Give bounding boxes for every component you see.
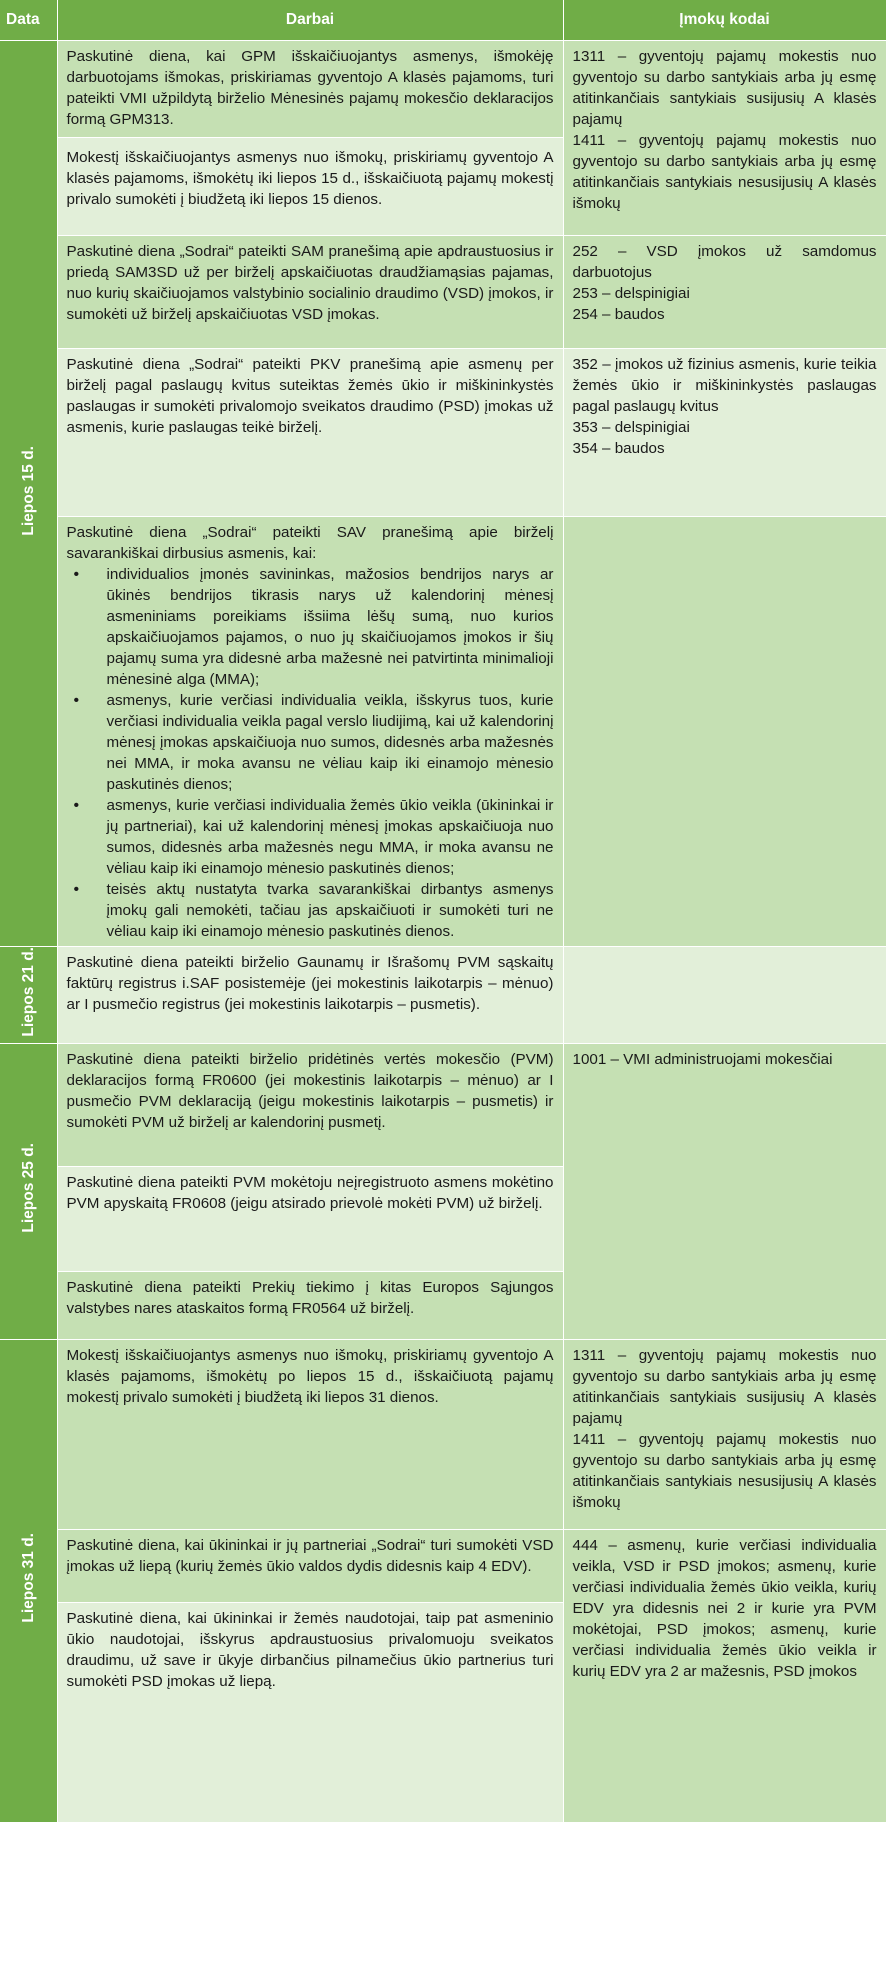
date-label: Liepos 21 d. <box>19 947 37 1037</box>
list-item: • asmenys, kurie verčiasi individualia žemės ūkio veikla (ūkininkai ir jų partneriai), kai už kalendorinį mėnesį įmokas apskaičiuoja nuo sumos, didesnės arba mažesnės negu MMA, ir moka avansu ne vėliau kaip iki einamojo mėnesio paskutinės dienos; <box>107 795 554 879</box>
date-label: Liepos 25 d. <box>19 1143 37 1233</box>
header-date: Data <box>0 0 57 41</box>
work-intro: Paskutinė diena „Sodrai“ pateikti SAV pranešimą apie birželį savarankiškai dirbusius asmenis, kai: <box>66 524 554 562</box>
header-work: Darbai <box>57 0 563 41</box>
codes-cell-empty <box>563 947 886 1044</box>
table-row <box>0 517 886 947</box>
work-cell: Paskutinė diena pateikti birželio Gaunamų ir Išrašomų PVM sąskaitų faktūrų registrus i.SAF posistemėje (jei mokestinis laikotarpis – mėnuo) ar I pusmečio registrus (jei mokestinis laikotarpis – pusmetis). <box>57 947 563 1044</box>
work-cell: Paskutinė diena „Sodrai“ pateikti SAM pranešimą apie apdraustuosius ir priedą SAM3SD už per birželį apskaičiuotas draudžiamąsias pajamas, nuo kurių skaičiuojamos valstybinio socialinio draudimo (VSD) įmokos, ir sumokėti už birželį apskaičiuotas VSD įmokas. <box>57 236 563 349</box>
date-cell <box>0 1339 57 1822</box>
work-cell: Mokestį išskaičiuojantys asmenys nuo išmokų, priskiriamų gyventojo A klasės pajamoms, išmokėtų po liepos 15 d., išskaičiuotą pajamų mokestį privalo sumokėti į biudžetą iki liepos 31 dienos. <box>57 1339 563 1529</box>
codes-cell: 352 – įmokos už fizinius asmenis, kurie teikia žemės ūkio ir miškininkystės paslaugas pagal paslaugų kvitus 353 – delspinigiai 354 – baudos <box>563 349 886 517</box>
table-row <box>0 1339 886 1529</box>
table-row <box>0 1043 886 1166</box>
work-cell: Paskutinė diena pateikti birželio pridėtinės vertės mokesčio (PVM) deklaracijos formą FR0600 (jei mokestinis laikotarpis – mėnuo) ar I pusmečio PVM deklaraciją (jeigu mokestinis laikotarpis – pusmetis) ir sumokėti PVM už birželį ar kalendorinį pusmetį. <box>57 1043 563 1166</box>
table-row <box>0 1529 886 1602</box>
work-cell: Paskutinė diena pateikti Prekių tiekimo į kitas Europos Sąjungos valstybes nares ataskaitos formą FR0564 už birželį. <box>57 1271 563 1339</box>
work-cell: Paskutinė diena pateikti PVM mokėtoju neįregistruoto asmens mokėtino PVM apyskaitą FR0608 (jeigu atsirado prievolė mokėti PVM) už birželį. <box>57 1166 563 1271</box>
date-label: Liepos 15 d. <box>19 445 37 536</box>
list-item: • teisės aktų nustatyta tvarka savarankiškai dirbantys asmenys įmokų gali nemokėti, tačiau jas apskaičiuoti ir sumokėti turi ne vėliau kaip iki einamojo mėnesio paskutinės dienos. <box>107 879 554 942</box>
table-header-row <box>0 0 886 41</box>
codes-cell: 252 – VSD įmokos už samdomus darbuotojus 253 – delspinigiai 254 – baudos <box>563 236 886 349</box>
work-cell: Paskutinė diena „Sodrai“ pateikti PKV pranešimą apie asmenų per birželį pagal paslaugų kvitus suteiktas žemės ūkio ir miškininkystės paslaugas ir sumokėti privalomojo sveikatos draudimo (PSD) įmokas už asmenis, kurie paslaugas teikė birželį. <box>57 349 563 517</box>
codes-cell: 444 – asmenų, kurie verčiasi individualia veikla, VSD ir PSD įmokos; asmenų, kurie verčiasi individualia žemės ūkio veikla, kurių EDV yra didesnis nei 2 ir kurie yra PVM mokėtojai, PSD įmokos; asmenų, kurie verčiasi individualia žemės ūkio veikla ir kurių EDV yra 2 ar mažesnis, PSD įmokos <box>563 1529 886 1822</box>
bullet-list <box>67 564 554 942</box>
list-item: • asmenys, kurie verčiasi individualia veikla, išskyrus tuos, kurie verčiasi individualia veikla pagal verslo liudijimą, kai už kalendorinį mėnesį įmokas apskaičiuoja nuo sumos, didesnės arba mažesnės nei MMA, ir moka avansu ne vėliau kaip iki einamojo mėnesio paskutinės dienos; <box>107 690 554 795</box>
work-cell <box>57 517 563 947</box>
date-cell <box>0 947 57 1044</box>
codes-cell: 1311 – gyventojų pajamų mokestis nuo gyventojo su darbo santykiais arba jų esmę atitinkančiais santykiais susijusių A klasės pajamų 1411 – gyventojų pajamų mokestis nuo gyventojo su darbo santykiais arba jų esmę atitinkančiais santykiais nesusijusių A klasės išmokų <box>563 1339 886 1529</box>
date-cell <box>0 41 57 947</box>
work-cell: Mokestį išskaičiuojantys asmenys nuo išmokų, priskiriamų gyventojo A klasės pajamoms, išmokėtų iki liepos 15 d., išskaičiuotą pajamų mokestį privalo sumokėti į biudžetą iki liepos 15 dienos. <box>57 138 563 236</box>
table-row <box>0 947 886 1044</box>
codes-cell: 1311 – gyventojų pajamų mokestis nuo gyventojo su darbo santykiais arba jų esmę atitinkančiais santykiais susijusių A klasės pajamų 1411 – gyventojų pajamų mokestis nuo gyventojo su darbo santykiais arba jų esmę atitinkančiais santykiais nesusijusių A klasės išmokų <box>563 41 886 236</box>
work-cell: Paskutinė diena, kai ūkininkai ir jų partneriai „Sodrai“ turi sumokėti VSD įmokas už liepą (kurių žemės ūkio valdos dydis didesnis kaip 4 EDV). <box>57 1529 563 1602</box>
codes-cell: 1001 – VMI administruojami mokesčiai <box>563 1043 886 1339</box>
header-codes: Įmokų kodai <box>563 0 886 41</box>
table-row <box>0 349 886 517</box>
table-row <box>0 236 886 349</box>
date-label: Liepos 31 d. <box>19 1532 37 1623</box>
work-cell: Paskutinė diena, kai GPM išskaičiuojantys asmenys, išmokėję darbuotojams išmokas, priskiriamas gyventojo A klasės pajamoms, turi pateikti VMI užpildytą birželio Mėnesinės pajamų mokesčio deklaracijos formą GPM313. <box>57 41 563 138</box>
work-cell: Paskutinė diena, kai ūkininkai ir žemės naudotojai, taip pat asmeninio ūkio naudotojai, išskyrus apdraustuosius privalomuoju sveikatos draudimu, už save ir ūkyje dirbančius pilnamečius ūkio partnerius turi sumokėti PSD įmokas už liepą. <box>57 1602 563 1822</box>
codes-cell-empty <box>563 517 886 947</box>
table-row <box>0 41 886 138</box>
date-cell <box>0 1043 57 1339</box>
list-item: • individualios įmonės savininkas, mažosios bendrijos narys ar ūkinės bendrijos tikrasis narys už kalendorinį mėnesį asmeniniams poreikiams išsiima lėšų sumą, nuo kurios apskaičiuojamos pajamos, o nuo jų skaičiuojamos įmokos ir šių pajamų suma yra didesnė arba mažesnė nei patvirtinta minimalioji mėnesinė alga (MMA); <box>107 564 554 690</box>
